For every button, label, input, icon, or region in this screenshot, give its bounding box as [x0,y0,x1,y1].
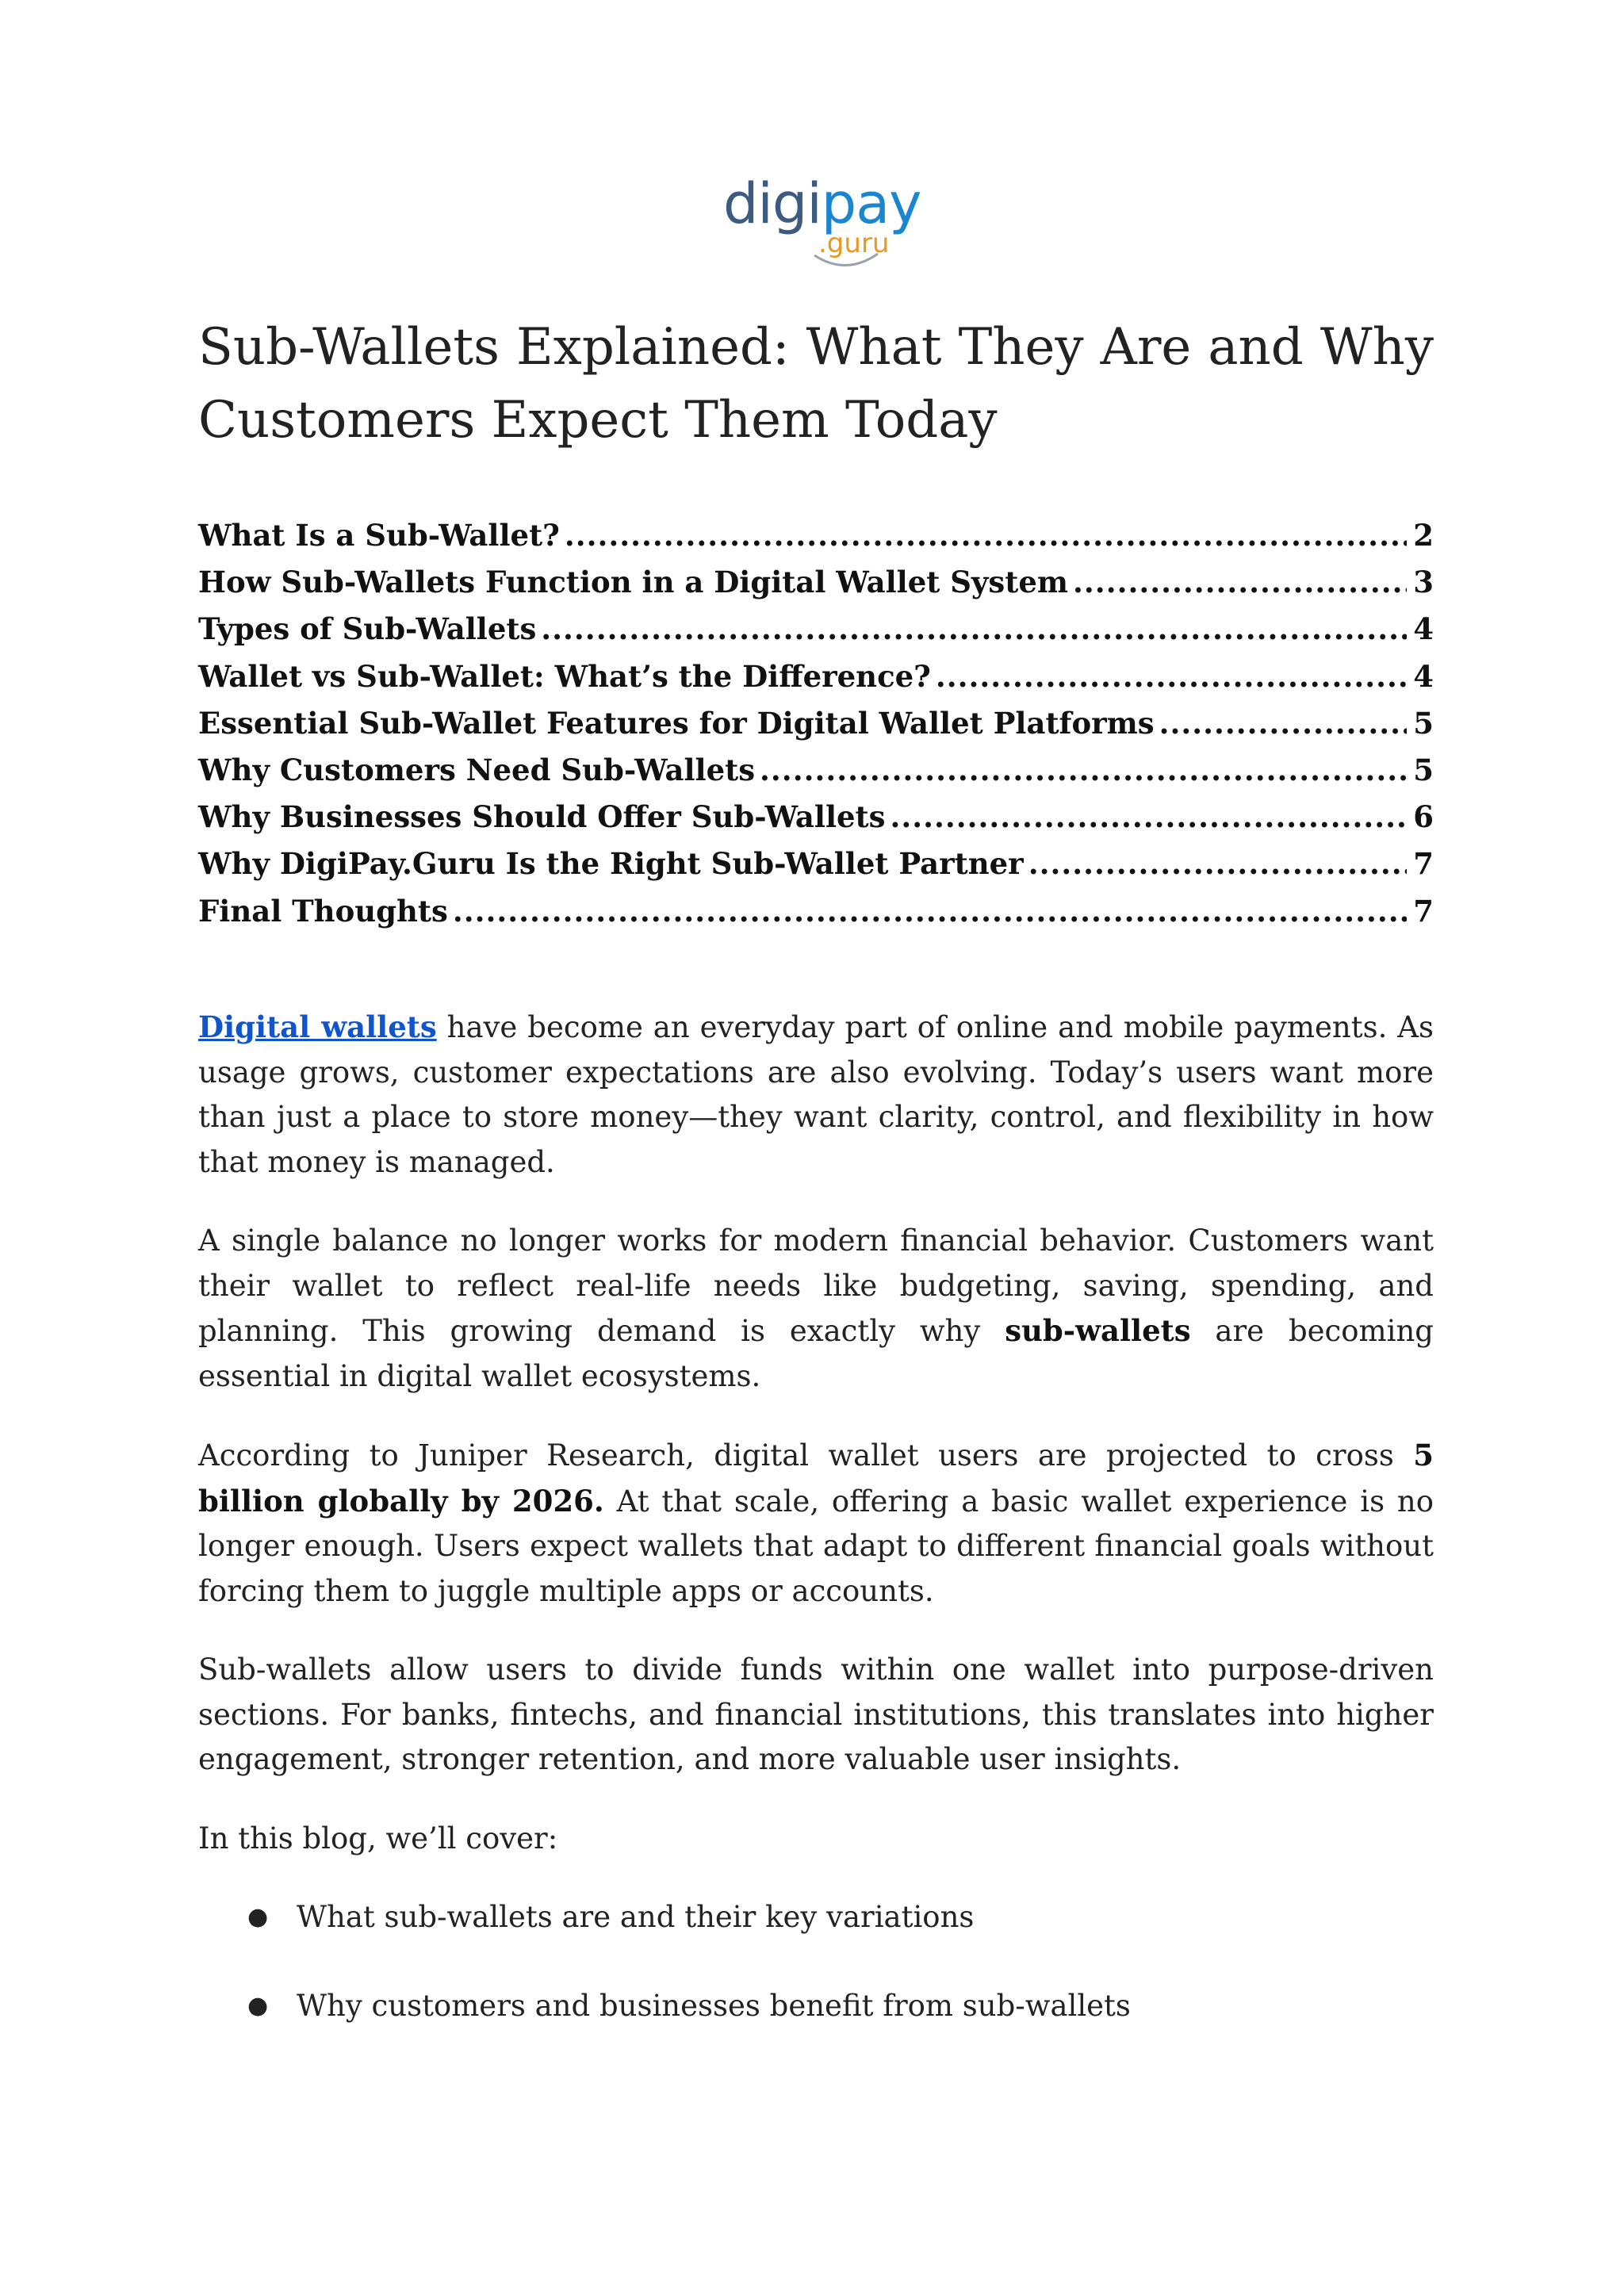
toc-entry-label: Wallet vs Sub-Wallet: What’s the Difference? [198,658,931,694]
toc-leader-dots [760,753,1407,787]
toc-leader-dots [453,894,1407,929]
logo-swoosh-icon [810,249,882,273]
toc-entry[interactable] [198,846,1434,893]
toc-entry-label: Why Customers Need Sub-Wallets [198,752,756,787]
paragraph-text: are becoming essential in digital wallet ecosystems. [198,1314,1434,1393]
toc-entry[interactable] [198,799,1434,846]
logo-guru-text: .guru [818,228,890,259]
toc-entry-page: 2 [1413,518,1434,553]
list-item-text: What sub-wallets are and their key variations [297,1900,975,1934]
document-title: Sub-Wallets Explained: What They Are and Why Customers Expect Them Today [198,318,1434,450]
bold-text: sub-wallets [1005,1313,1191,1348]
toc-entry-page: 4 [1413,611,1434,647]
toc-entry[interactable] [198,611,1434,658]
toc-leader-dots [1073,565,1407,599]
toc-entry[interactable] [198,565,1434,611]
table-of-contents [198,518,1434,940]
paragraph-text: A single balance no longer works for modern financial behavior. Customers want their wallet to reflect real-life needs like budgeting, saving, spending, and planning. This growing demand is exactly why [198,1224,1434,1348]
toc-leader-dots [565,518,1407,553]
toc-entry-page: 6 [1413,799,1434,835]
paragraph-text: have become an everyday part of online and mobile payments. As usage grows, customer expectations are also evolving. Today’s users want more than just a place to store money—they want clarity, control, and flexibility in how that money is managed. [198,1010,1434,1179]
toc-entry-label: What Is a Sub-Wallet? [198,518,560,553]
toc-entry-label: Why DigiPay.Guru Is the Right Sub-Wallet Partner [198,846,1024,882]
toc-entry-page: 7 [1413,846,1434,882]
toc-entry-label: Why Businesses Should Offer Sub-Wallets [198,799,886,835]
toc-leader-dots [890,799,1407,834]
article-body [198,1005,1434,2073]
toc-entry[interactable] [198,659,1434,706]
toc-entry-label: Essential Sub-Wallet Features for Digital Wallet Platforms [198,705,1155,741]
toc-entry-label: Final Thoughts [198,893,448,929]
bullet-icon: ● [247,1903,269,1931]
toc-entry-page: 5 [1413,705,1434,741]
paragraph: In this blog, we’ll cover: [198,1821,558,1855]
toc-leader-dots [1028,846,1407,881]
toc-leader-dots [541,611,1407,646]
paragraph-text: At that scale, offering a basic wallet experience is no longer enough. Users expect wallets that adapt to different financial goals without forcing them to juggle multiple apps or accounts. [198,1484,1434,1608]
list-item-text: Why customers and businesses benefit from sub-wallets [297,1989,1131,2023]
toc-entry[interactable] [198,518,1434,565]
bullet-list [198,1895,1434,2028]
toc-entry-page: 5 [1413,752,1434,787]
toc-entry-label: How Sub-Wallets Function in a Digital Wallet System [198,565,1069,600]
toc-leader-dots [1159,706,1407,741]
toc-entry[interactable] [198,753,1434,799]
toc-entry-page: 3 [1413,565,1434,600]
paragraph [198,1219,1434,1399]
toc-entry-page: 7 [1413,893,1434,929]
list-item [198,1984,1434,2028]
bold-text: 5 billion globally by 2026. [198,1438,1434,1518]
logo-pay-text: pay [821,171,921,236]
logo-digi-text: digi [723,171,822,236]
paragraph: Sub-wallets allow users to divide funds within one wallet into purpose-driven sections. For banks, fintechs, and financial institutions, this translates into higher engagement, stronger retention, and more valuable user insights. [198,1653,1434,1776]
toc-leader-dots [936,659,1407,694]
toc-entry-label: Types of Sub-Wallets [198,611,537,647]
digital-wallets-link[interactable]: Digital wallets [198,1009,437,1044]
digipay-guru-logo [723,171,961,279]
list-item [198,1895,1434,1940]
toc-entry[interactable] [198,706,1434,753]
intro-paragraph [198,1005,1434,1185]
paragraph-text: According to Juniper Research, digital wallet users are projected to cross [198,1438,1414,1473]
toc-entry-page: 4 [1413,658,1434,694]
paragraph [198,1433,1434,1614]
bullet-icon: ● [247,1992,269,2020]
toc-entry[interactable] [198,894,1434,940]
